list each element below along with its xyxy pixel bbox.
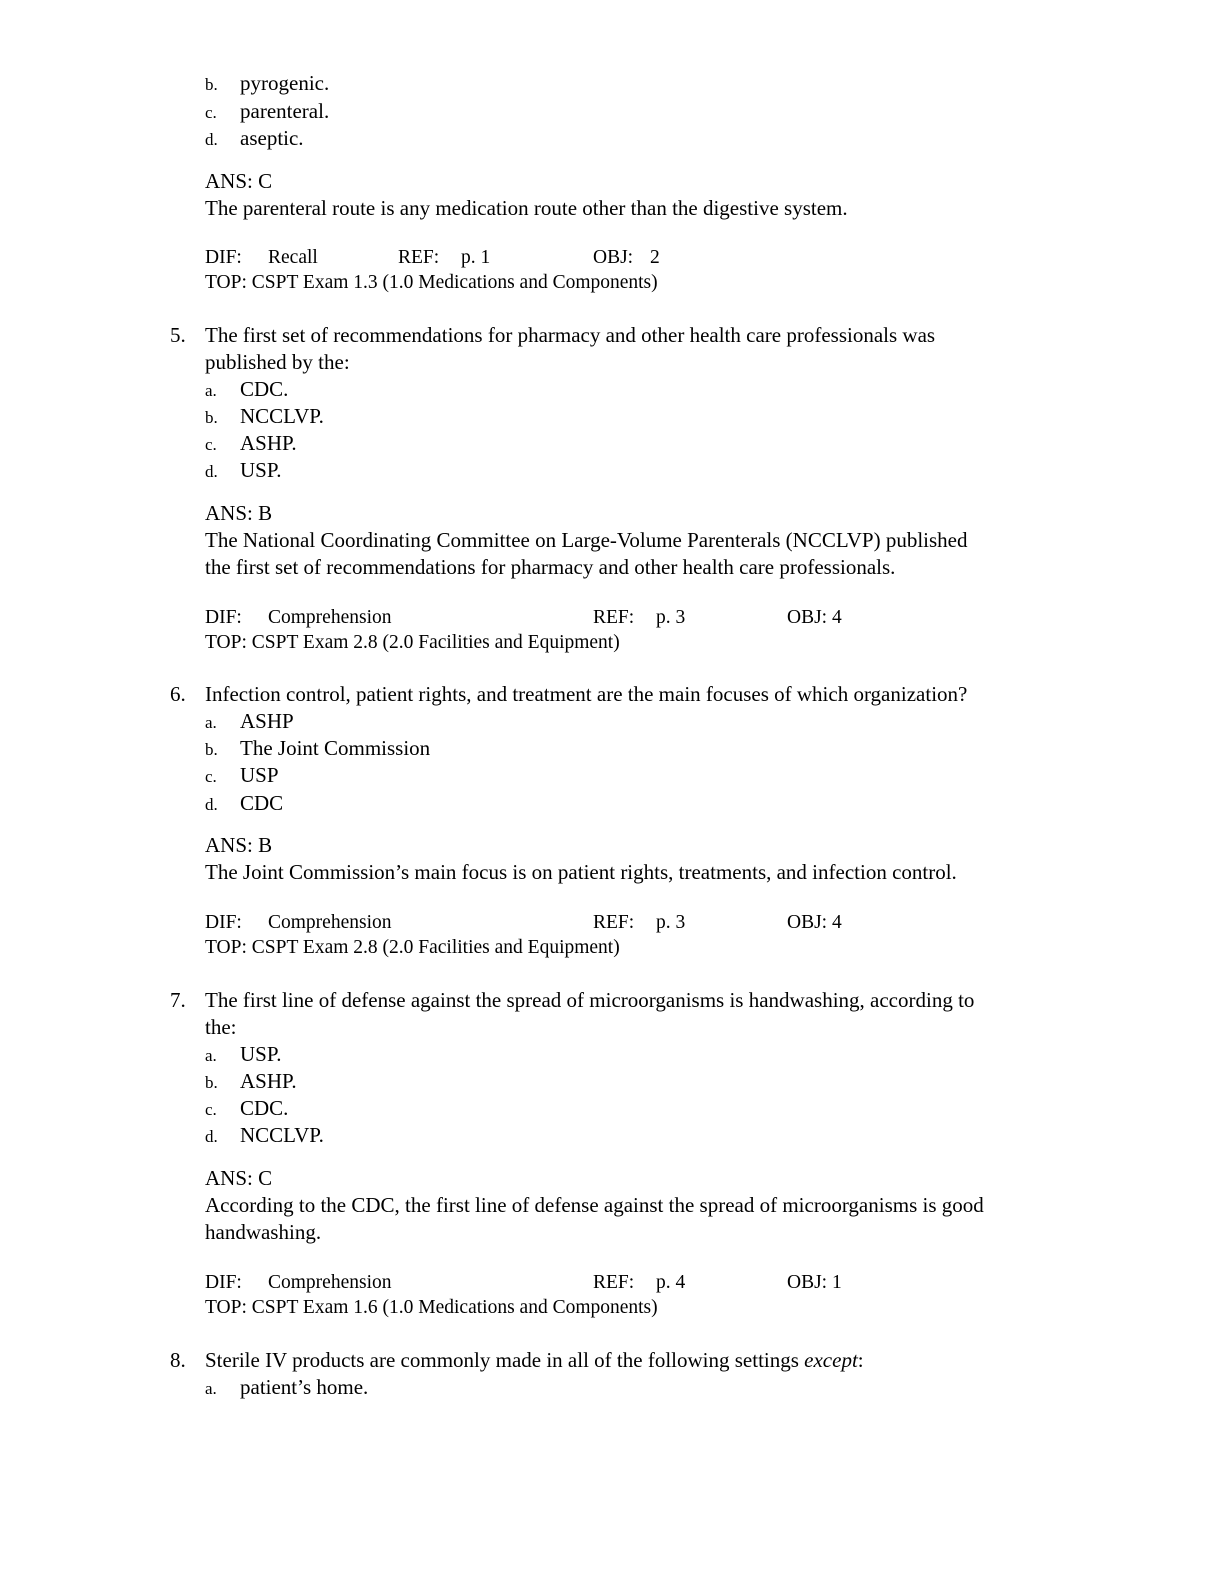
difficulty-label: DIF: <box>205 247 242 268</box>
question-stem: Infection control, patient rights, and treatment are the main focuses of which organization? <box>205 682 968 706</box>
topic: TOP: CSPT Exam 1.3 (1.0 Medications and Components) <box>205 272 658 293</box>
difficulty-value: Recall <box>268 247 318 268</box>
option-c: c. ASHP. <box>205 431 297 455</box>
rationale: The Joint Commission’s main focus is on patient rights, treatments, and infection control. <box>205 860 957 884</box>
reference-label: REF: <box>593 1272 635 1293</box>
option-a: a. ASHP <box>205 709 294 733</box>
difficulty-label: DIF: <box>205 912 242 933</box>
rationale: According to the CDC, the first line of defense against the spread of microorganisms is good <box>205 1193 984 1217</box>
reference-label: REF: <box>593 607 635 628</box>
option-b: b. NCCLVP. <box>205 404 324 428</box>
option-a: a. CDC. <box>205 377 289 401</box>
difficulty-label: DIF: <box>205 1272 242 1293</box>
rationale-line2: the first set of recommendations for pharmacy and other health care professionals. <box>205 555 896 579</box>
rationale: The parenteral route is any medication route other than the digestive system. <box>205 196 848 220</box>
option-c: c. CDC. <box>205 1096 289 1120</box>
reference-label: REF: <box>398 247 440 268</box>
topic: TOP: CSPT Exam 2.8 (2.0 Facilities and Equipment) <box>205 937 620 958</box>
answer: ANS: C <box>205 169 273 193</box>
reference-value: p. 1 <box>461 247 491 268</box>
option-c: c. parenteral. <box>205 99 330 123</box>
objective: OBJ: 4 <box>787 607 842 628</box>
difficulty-value: Comprehension <box>268 1272 392 1293</box>
reference-label: REF: <box>593 912 635 933</box>
objective-value: 2 <box>650 247 660 268</box>
option-b: b. The Joint Commission <box>205 736 431 760</box>
difficulty-value: Comprehension <box>268 607 392 628</box>
objective: OBJ: 1 <box>787 1272 842 1293</box>
answer: ANS: B <box>205 501 273 525</box>
option-a: a. patient’s home. <box>205 1375 369 1399</box>
topic: TOP: CSPT Exam 1.6 (1.0 Medications and Components) <box>205 1297 658 1318</box>
topic: TOP: CSPT Exam 2.8 (2.0 Facilities and Equipment) <box>205 632 620 653</box>
reference-value: p. 3 <box>656 912 686 933</box>
question-number: 8. <box>170 1348 186 1372</box>
option-d: d. CDC <box>205 791 284 815</box>
difficulty-value: Comprehension <box>268 912 392 933</box>
option-d: d. NCCLVP. <box>205 1123 324 1147</box>
reference-value: p. 4 <box>656 1272 686 1293</box>
option-d: d. aseptic. <box>205 126 304 150</box>
objective-label: OBJ: <box>593 247 634 268</box>
question-number: 7. <box>170 988 186 1012</box>
question-stem: The first line of defense against the spread of microorganisms is handwashing, according to <box>205 988 975 1012</box>
answer: ANS: B <box>205 833 273 857</box>
question-number: 6. <box>170 682 186 706</box>
answer: ANS: C <box>205 1166 273 1190</box>
difficulty-label: DIF: <box>205 607 242 628</box>
question-stem-line2: published by the: <box>205 350 350 374</box>
emphasis-except: except <box>804 1348 858 1372</box>
question-stem-line2: the: <box>205 1015 237 1039</box>
objective: OBJ: 4 <box>787 912 842 933</box>
reference-value: p. 3 <box>656 607 686 628</box>
question-stem: The first set of recommendations for pharmacy and other health care professionals was <box>205 323 936 347</box>
option-b: b. ASHP. <box>205 1069 297 1093</box>
option-a: a. USP. <box>205 1042 282 1066</box>
rationale-line2: handwashing. <box>205 1220 322 1244</box>
question-stem: Sterile IV products are commonly made in all of the following settings except: <box>205 1348 864 1372</box>
option-c: c. USP <box>205 763 279 787</box>
rationale: The National Coordinating Committee on Large-Volume Parenterals (NCCLVP) published <box>205 528 968 552</box>
option-d: d. USP. <box>205 458 282 482</box>
option-b: b. pyrogenic. <box>205 71 330 95</box>
question-number: 5. <box>170 323 186 347</box>
